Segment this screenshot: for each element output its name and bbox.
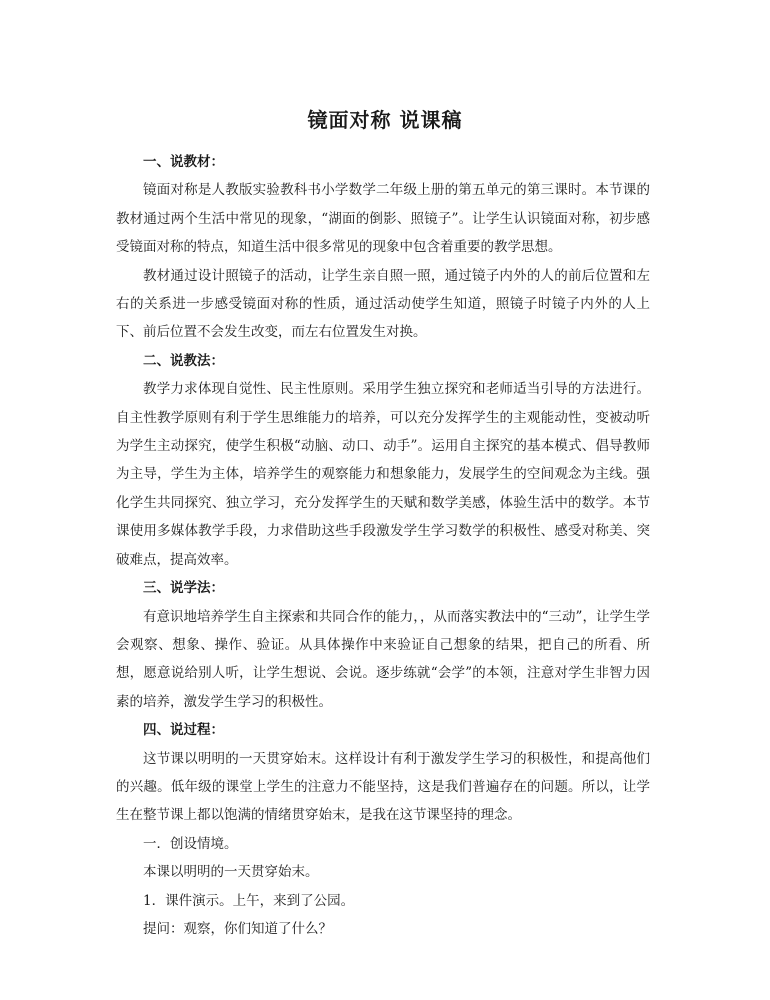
section-heading: 二、说教法： <box>143 352 224 369</box>
section-heading: 一、说教材： <box>143 154 224 170</box>
paragraph: 有意识地培养学生自主探索和共同合作的能力，，从而落实教法中的“三动”，让学生学会观察、想象、操作、验证。从具体操作中来验证自己想象的结果，把自己的所看、所想，愿意说给别人听，让学生想说、会说。逐步练就“会学”的本领，注意对学生非智力因素的培养，激发学生学习的积极性。 <box>116 608 650 710</box>
paragraph: 提问：观察，你们知道了什么？ <box>143 920 332 937</box>
section-heading: 四、说过程： <box>143 722 224 739</box>
paragraph: 教学力求体现自觉性、民主性原则。采用学生独立探究和老师适当引导的方法进行。自主性教学原则有利于学生思维能力的培养，可以充分发挥学生的主观能动性，变被动听为学生主动探究，使学生积极“动脑、动口、动手”。运用自主探究的基本模式、倡导教师为主导，学生为主体，培养学生的观察能力和想象能力，发展学生的空间观念为主线。强化学生共同探究、独立学习，充分发挥学生的天赋和数学美感，体验生活中的数学。本节课使用多媒体教学手段，力求借助这些手段激发学生学习数学的积极性、感受对称美、突破难点，提高效率。 <box>116 381 650 568</box>
document-body <box>116 148 650 943</box>
paragraph: 本课以明明的一天贯穿始末。 <box>143 864 319 881</box>
document-title: 镜面对称 说课稿 <box>307 108 463 132</box>
paragraph: 教材通过设计照镜子的活动，让学生亲自照一照，通过镜子内外的人的前后位置和左右的关系进一步感受镜面对称的性质，通过活动使学生知道，照镜子时镜子内外的人上下、前后位置不会发生改变，而左右位置发生对换。 <box>116 267 650 341</box>
section-heading: 三、说学法： <box>143 580 224 597</box>
paragraph: 一．创设情境。 <box>143 835 238 852</box>
paragraph: 镜面对称是人教版实验教科书小学数学二年级上册的第五单元的第三课时。本节课的教材通过两个生活中常见的现象，“湖面的倒影、照镜子”。让学生认识镜面对称，初步感受镜面对称的特点，知道生活中很多常见的现象中包含着重要的教学思想。 <box>116 182 650 256</box>
paragraph: 1．课件演示。上午，来到了公园。 <box>143 892 355 909</box>
paragraph: 这节课以明明的一天贯穿始末。这样设计有利于激发学生学习的积极性，和提高他们的兴趣。低年级的课堂上学生的注意力不能坚持，这是我们普遍存在的问题。所以，让学生在整节课上都以饱满的情绪贯穿始末，是我在这节课坚持的理念。 <box>116 750 650 824</box>
